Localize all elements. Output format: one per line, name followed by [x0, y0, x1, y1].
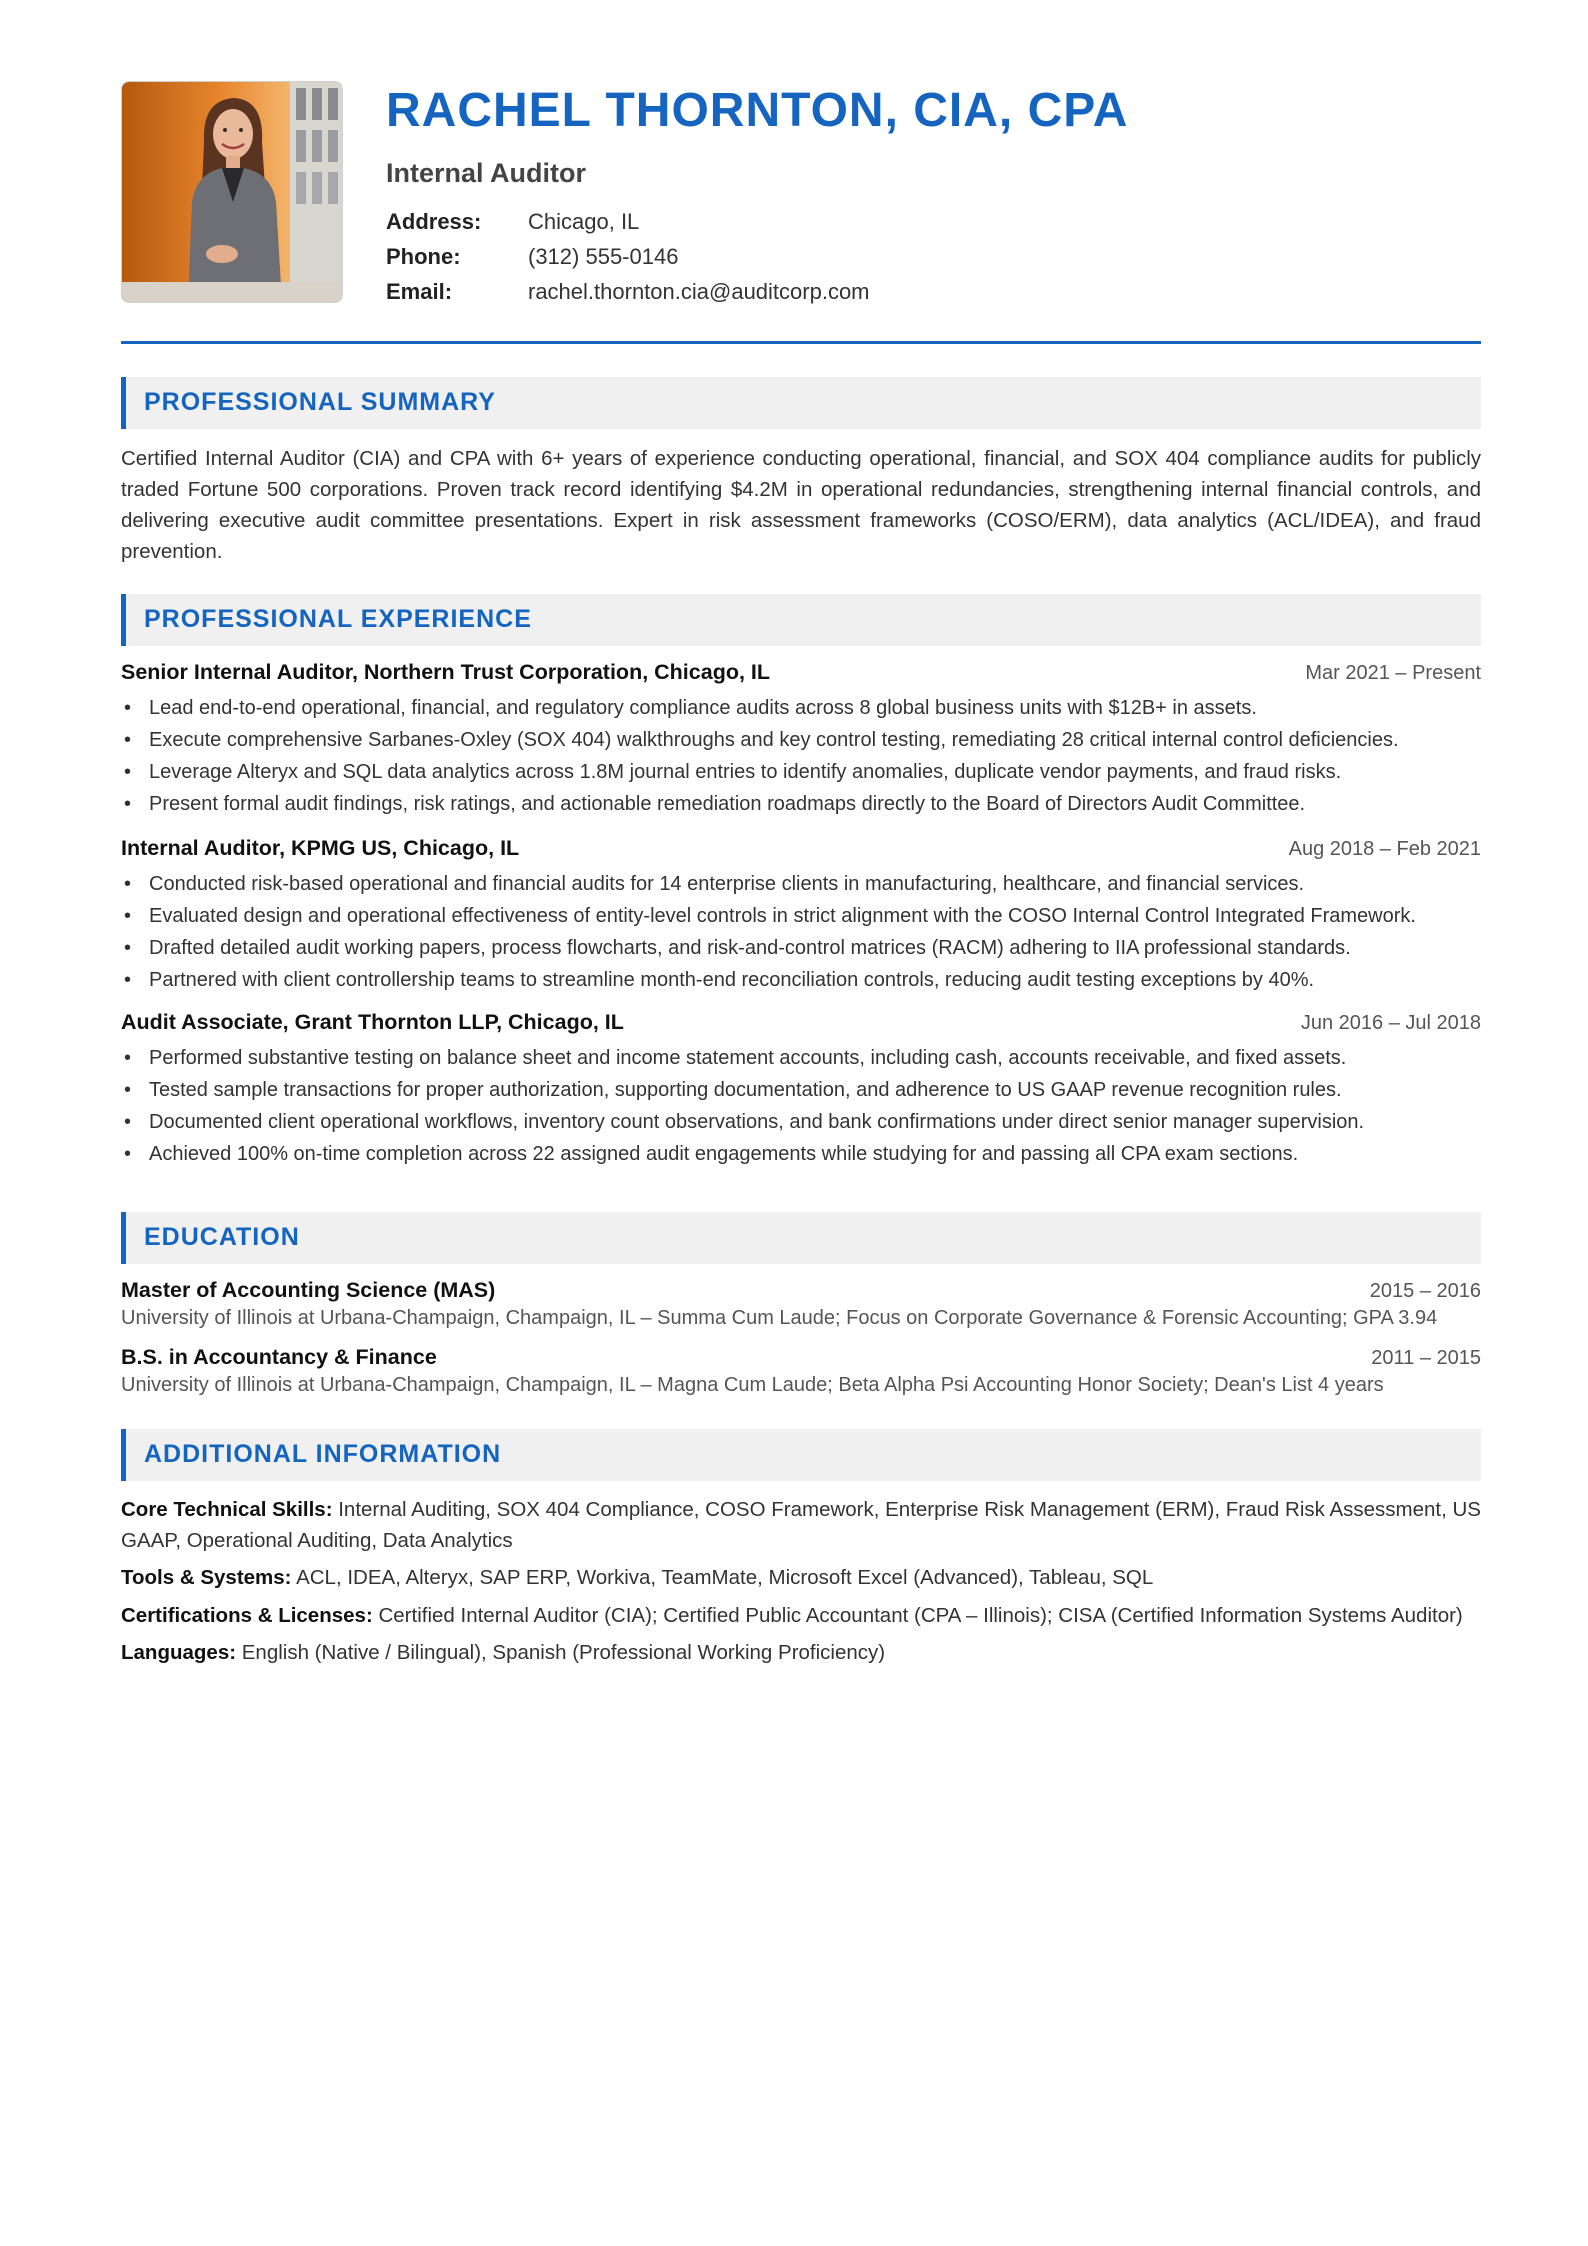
job-bullet: • Evaluated design and operational effectiveness of entity-level controls in strict alignment with the COSO Internal Control Integrated Framework. — [149, 900, 1481, 932]
job-bullets — [121, 868, 1481, 996]
header-divider — [121, 341, 1481, 344]
contact-address — [386, 205, 1128, 240]
job-date: Mar 2021 – Present — [1305, 661, 1481, 684]
job-title: Internal Auditor, KPMG US, Chicago, IL — [121, 835, 520, 860]
contact-email — [386, 275, 1128, 310]
job-bullet: • Leverage Alteryx and SQL data analytics across 1.8M journal entries to identify anomalies, duplicate vendor payments, and fraud risks. — [149, 756, 1481, 788]
job-header — [121, 1010, 1481, 1042]
job-header — [121, 836, 1481, 868]
section-heading-summary: PROFESSIONAL SUMMARY — [121, 377, 1481, 429]
job-bullet: • Present formal audit findings, risk ratings, and actionable remediation roadmaps directly to the Board of Directors Audit Committee. — [149, 788, 1481, 820]
info-row-languages — [121, 1637, 1481, 1668]
info-value: English (Native / Bilingual), Spanish (Professional Working Proficiency) — [241, 1640, 886, 1664]
header-info — [386, 81, 1128, 310]
section-heading-education: EDUCATION — [121, 1212, 1481, 1264]
education-detail: University of Illinois at Urbana-Champaign, Champaign, IL – Summa Cum Laude; Focus on Corporate Governance & Forensic Accounting; GPA 3.94 — [121, 1306, 1438, 1329]
education-header — [121, 1345, 1481, 1370]
contact-label: Phone: — [386, 244, 461, 270]
profile-photo — [121, 81, 343, 303]
job-bullet: • Partnered with client controllership teams to streamline month-end reconciliation controls, reducing audit testing exceptions by 40%. — [149, 964, 1481, 996]
contact-phone — [386, 240, 1128, 275]
info-label: Languages: — [121, 1640, 237, 1664]
education-detail: University of Illinois at Urbana-Champaign, Champaign, IL – Magna Cum Laude; Beta Alpha Psi Accounting Honor Society; Dean's List 4 years — [121, 1373, 1384, 1396]
contact-label: Email: — [386, 279, 453, 305]
summary-text: Certified Internal Auditor (CIA) and CPA with 6+ years of experience conducting operational, financial, and SOX 404 compliance audits for publicly traded Fortune 500 corporations. Proven track record identifying $4.2M in operational redundancies, strengthening internal financial controls, and delivering executive audit committee presentations. Expert in risk assessment frameworks (COSO/ERM), data analytics (ACL/IDEA), and fraud prevention. — [121, 446, 1481, 563]
job-entry — [121, 1010, 1481, 1170]
job-date: Jun 2016 – Jul 2018 — [1300, 1011, 1481, 1034]
info-value: Certified Internal Auditor (CIA); Certified Public Accountant (CPA – Illinois); CISA (Certified Information Systems Auditor) — [378, 1603, 1463, 1627]
resume-header — [121, 81, 1481, 310]
education-degree: B.S. in Accountancy & Finance — [121, 1344, 437, 1369]
info-value: ACL, IDEA, Alteryx, SAP ERP, Workiva, TeamMate, Microsoft Excel (Advanced), Tableau, SQL — [296, 1565, 1154, 1589]
education-entry — [121, 1345, 1481, 1400]
info-label: Tools & Systems: — [121, 1565, 292, 1589]
candidate-role: Internal Auditor — [386, 157, 586, 188]
job-header — [121, 660, 1481, 692]
education-date: 2015 – 2016 — [1369, 1279, 1481, 1302]
contact-list — [386, 205, 1128, 310]
education-entry — [121, 1278, 1481, 1333]
section-heading-experience: PROFESSIONAL EXPERIENCE — [121, 594, 1481, 646]
job-bullet: • Drafted detailed audit working papers, process flowcharts, and risk-and-control matrices (RACM) adhering to IIA professional standards. — [149, 932, 1481, 964]
section-heading-additional: ADDITIONAL INFORMATION — [121, 1429, 1481, 1481]
job-bullet: • Documented client operational workflows, inventory count observations, and bank confirmations under direct senior manager supervision. — [149, 1106, 1481, 1138]
job-bullets — [121, 692, 1481, 820]
job-title: Audit Associate, Grant Thornton LLP, Chicago, IL — [121, 1009, 624, 1034]
job-bullet: • Lead end-to-end operational, financial, and regulatory compliance audits across 8 global business units with $12B+ in assets. — [149, 692, 1481, 724]
resume-content — [121, 81, 1481, 1668]
contact-value: (312) 555-0146 — [528, 244, 679, 270]
job-bullet: • Achieved 100% on-time completion across 22 assigned audit engagements while studying for and passing all CPA exam sections. — [149, 1138, 1481, 1170]
contact-value: rachel.thornton.cia@auditcorp.com — [528, 279, 870, 305]
info-row-skills — [121, 1494, 1481, 1556]
info-row-tools — [121, 1562, 1481, 1593]
contact-label: Address: — [386, 209, 482, 235]
job-bullet: • Execute comprehensive Sarbanes-Oxley (SOX 404) walkthroughs and key control testing, remediating 28 critical internal control deficiencies. — [149, 724, 1481, 756]
education-degree: Master of Accounting Science (MAS) — [121, 1277, 496, 1302]
job-bullet: • Tested sample transactions for proper authorization, supporting documentation, and adherence to US GAAP revenue recognition rules. — [149, 1074, 1481, 1106]
contact-value: Chicago, IL — [528, 209, 640, 235]
job-bullet: • Performed substantive testing on balance sheet and income statement accounts, including cash, accounts receivable, and fixed assets. — [149, 1042, 1481, 1074]
info-value: Internal Auditing, SOX 404 Compliance, COSO Framework, Enterprise Risk Management (ERM), Fraud Risk Assessment, US GAAP, Operational Auditing, Data Analytics — [121, 1497, 1481, 1552]
job-entry — [121, 836, 1481, 996]
job-title: Senior Internal Auditor, Northern Trust Corporation, Chicago, IL — [121, 659, 771, 684]
job-bullets — [121, 1042, 1481, 1170]
education-header — [121, 1278, 1481, 1303]
additional-info-list — [121, 1494, 1481, 1668]
job-bullet: • Conducted risk-based operational and financial audits for 14 enterprise clients in manufacturing, healthcare, and financial services. — [149, 868, 1481, 900]
candidate-name: RACHEL THORNTON, CIA, CPA — [386, 84, 1129, 137]
education-date: 2011 – 2015 — [1371, 1346, 1481, 1369]
job-entry — [121, 660, 1481, 820]
info-row-certifications — [121, 1600, 1481, 1631]
info-label: Certifications & Licenses: — [121, 1603, 373, 1627]
job-date: Aug 2018 – Feb 2021 — [1288, 837, 1481, 860]
info-label: Core Technical Skills: — [121, 1497, 333, 1521]
